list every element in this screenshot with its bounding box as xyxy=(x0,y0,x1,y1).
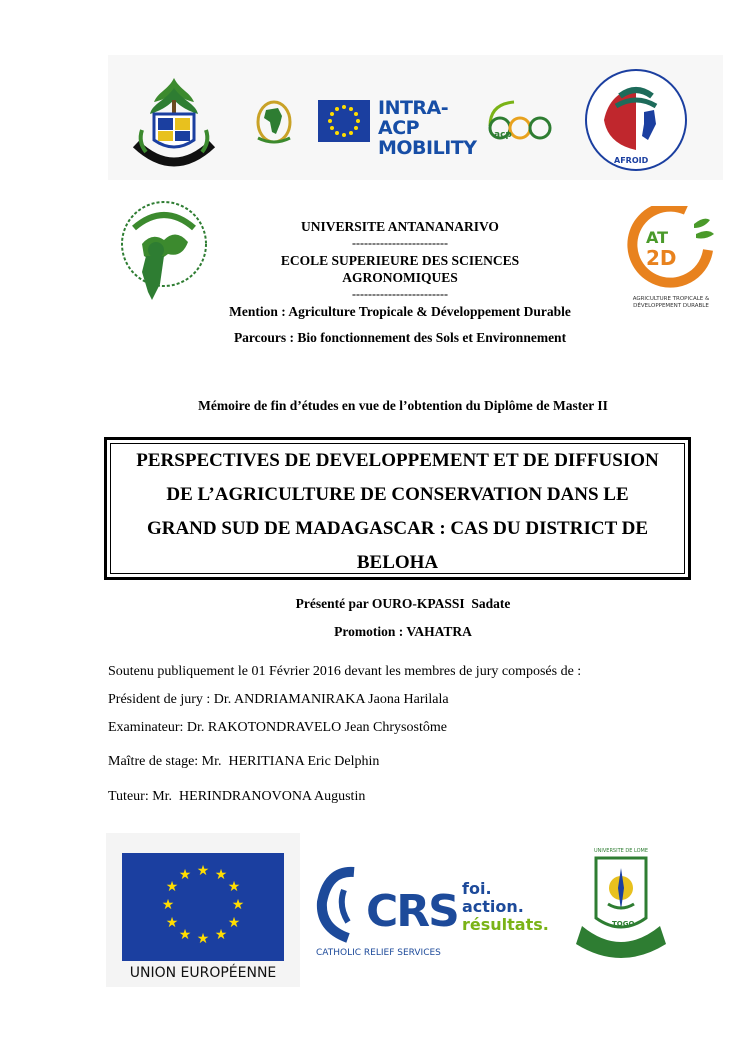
parcours-text: Parcours : Bio fonctionnement des Sols et Environnement xyxy=(233,330,567,345)
at2d-name: AT xyxy=(646,228,669,247)
afroid-logo xyxy=(580,64,692,176)
crs-slogan-line1: foi. xyxy=(462,879,492,898)
thesis-title-line-4: BELOHA xyxy=(356,552,439,573)
presented-by: Présenté par OURO-KPASSI Sadate xyxy=(295,596,511,611)
crs-name: CRS xyxy=(366,886,458,937)
acp-text: acp xyxy=(494,130,512,140)
crs-caption: CATHOLIC RELIEF SERVICES xyxy=(316,948,441,958)
eu-flag-small-logo xyxy=(318,100,370,142)
jury-maitre-de-stage: Maître de stage: Mr. HERITIANA Eric Delphin xyxy=(108,754,380,769)
crs-logo xyxy=(314,866,554,966)
african-union-logo xyxy=(254,98,294,144)
thesis-title-inner-frame xyxy=(110,443,685,574)
promotion: Promotion : VAHATRA xyxy=(334,624,472,639)
header-separator-1: ------------------------ xyxy=(352,236,448,250)
lome-bottom-text: TOGO xyxy=(612,920,635,928)
svg-text:★: ★ xyxy=(231,897,245,913)
school-name-line1: ECOLE SUPERIEURE DES SCIENCES xyxy=(280,253,520,268)
universite-de-lome-logo xyxy=(566,848,676,966)
svg-text:★: ★ xyxy=(178,927,192,943)
university-name: UNIVERSITE ANTANANARIVO xyxy=(301,219,499,234)
crs-slogan-line3: résultats. xyxy=(462,915,549,934)
thesis-title-box xyxy=(104,437,691,580)
thesis-title-line-1: PERSPECTIVES DE DEVELOPPEMENT ET DE DIFFUSION xyxy=(136,450,659,471)
university-antananarivo-crest-logo xyxy=(128,70,220,180)
crs-slogan-line2: action. xyxy=(462,897,524,916)
at2d-caption-line1: AGRICULTURE TROPICALE & xyxy=(632,296,710,302)
header-block xyxy=(200,218,600,303)
essa-faculty-logo xyxy=(112,192,210,304)
mention-text: Mention : Agriculture Tropicale & Développement Durable xyxy=(229,304,571,319)
svg-text:★: ★ xyxy=(227,915,241,931)
thesis-title-line-3: GRAND SUD DE MADAGASCAR : CAS DU DISTRICT DE xyxy=(146,518,649,539)
acp-logo xyxy=(486,96,554,146)
svg-text:★: ★ xyxy=(214,867,228,883)
svg-text:★: ★ xyxy=(196,863,210,879)
svg-text:★: ★ xyxy=(227,879,241,895)
intra-acp-line2: MOBILITY xyxy=(378,137,477,159)
header-separator-2: ------------------------ xyxy=(352,287,448,301)
jury-examinateur: Examinateur: Dr. RAKOTONDRAVELO Jean Chrysostôme xyxy=(108,720,447,735)
school-name-line2: AGRONOMIQUES xyxy=(342,270,458,285)
svg-text:★: ★ xyxy=(165,879,179,895)
svg-text:★: ★ xyxy=(196,931,210,947)
at2d-number: 2D xyxy=(646,246,677,270)
thesis-title-line-2: DE L’AGRICULTURE DE CONSERVATION DANS LE xyxy=(166,484,629,505)
svg-text:★: ★ xyxy=(165,915,179,931)
svg-text:★: ★ xyxy=(178,867,192,883)
svg-text:★: ★ xyxy=(214,927,228,943)
at2d-logo xyxy=(618,206,724,318)
crs-slogan xyxy=(462,880,549,934)
jury-tuteur: Tuteur: Mr. HERINDRANOVONA Augustin xyxy=(108,789,366,804)
intra-acp-mobility-logo xyxy=(378,97,477,159)
eu-caption: UNION EUROPÉENNE xyxy=(129,965,277,981)
jury-intro: Soutenu publiquement le 01 Février 2016 devant les membres de jury composés de : xyxy=(108,664,582,679)
union-europeenne-logo xyxy=(106,833,300,987)
at2d-caption-line2: DÉVELOPPEMENT DURABLE xyxy=(633,303,709,309)
jury-president: Président de jury : Dr. ANDRIAMANIRAKA Jaona Harilala xyxy=(108,692,449,707)
svg-text:★: ★ xyxy=(161,897,175,913)
lome-top-text: UNIVERSITE DE LOME xyxy=(594,848,648,854)
at2d-caption xyxy=(618,296,724,310)
intra-acp-line1: INTRA-ACP xyxy=(378,97,449,139)
afroid-text: AFROID xyxy=(614,156,649,165)
memoire-text: Mémoire de fin d’études en vue de l’obtention du Diplôme de Master II xyxy=(198,398,608,413)
